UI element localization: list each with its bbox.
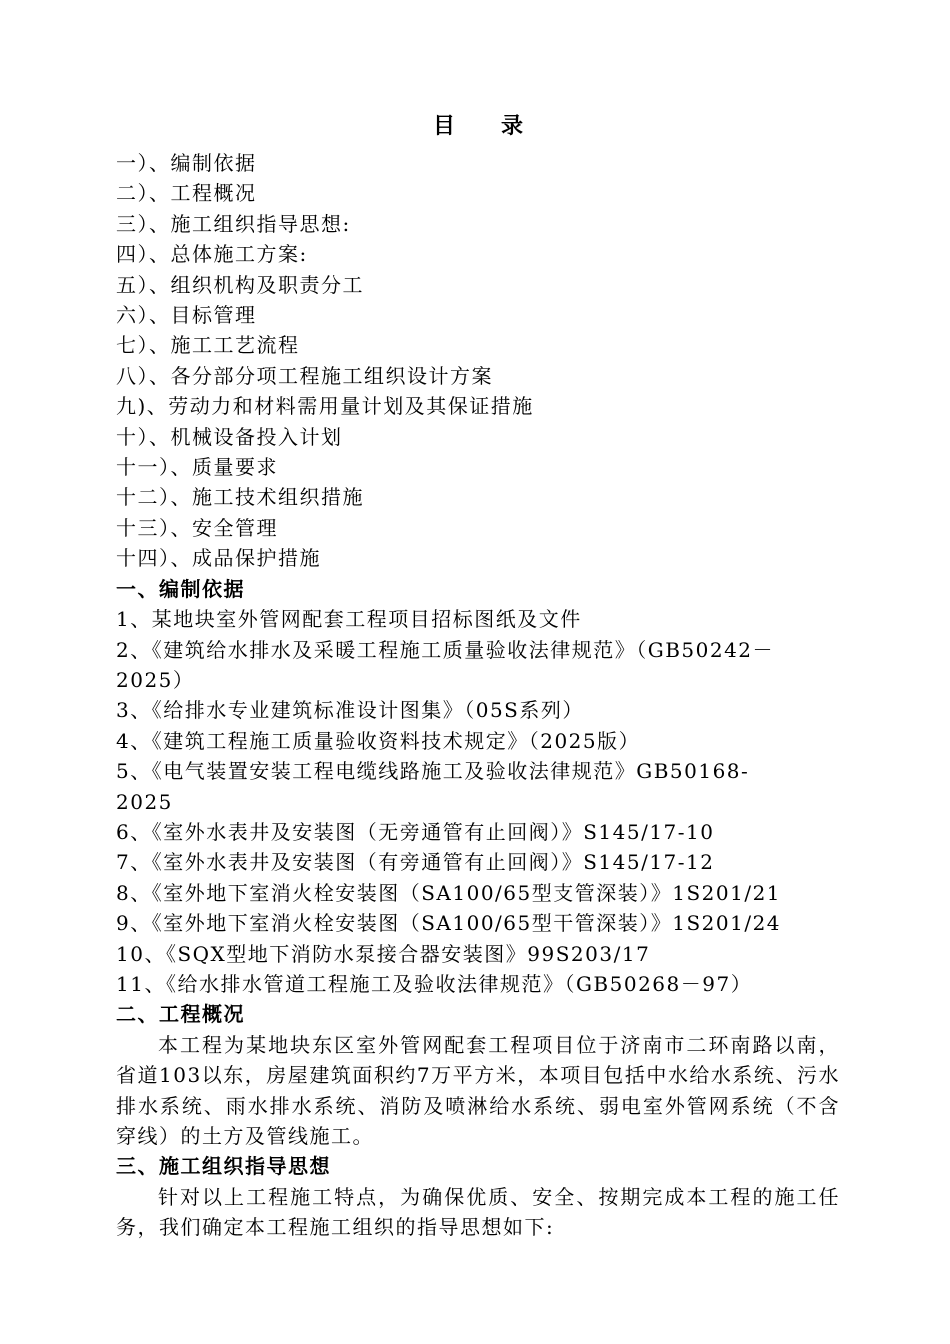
- basis-item-continuation: 2025）: [116, 667, 195, 692]
- toc-item: 八）、各分部分项工程施工组织设计方案: [116, 363, 493, 388]
- toc-title-char-2: 录: [501, 113, 524, 139]
- toc-title-char-1: 目: [432, 113, 455, 139]
- basis-item: 2、《建筑给水排水及采暖工程施工质量验收法律规范》（GB50242－: [116, 637, 775, 662]
- toc-item: 九)、劳动力和材料需用量计划及其保证措施: [116, 394, 534, 419]
- basis-item: 9、《室外地下室消火栓安装图（SA100/65型干管深装）》1S201/24: [116, 911, 782, 936]
- toc-list: [116, 148, 840, 574]
- basis-item: 10、《SQX型地下消防水泵接合器安装图》99S203/17: [116, 941, 651, 966]
- section-heading-overview: 二、工程概况: [116, 1002, 245, 1027]
- section-heading-basis: 一、编制依据: [116, 576, 245, 601]
- toc-item: 十四）、成品保护措施: [116, 546, 321, 571]
- basis-list: [116, 604, 840, 999]
- basis-item: 11、《给水排水管道工程施工及验收法律规范》（GB50268－97）: [116, 971, 753, 996]
- section-heading-guiding-thought: 三、施工组织指导思想: [116, 1154, 331, 1179]
- toc-title: [116, 108, 840, 144]
- basis-item: 1、某地块室外管网配套工程项目招标图纸及文件: [116, 607, 582, 632]
- guiding-thought-paragraph: 针对以上工程施工特点，为确保优质、安全、按期完成本工程的施工任务，我们确定本工程施工组织的指导思想如下:: [116, 1184, 840, 1240]
- toc-item: 七）、施工工艺流程: [116, 333, 300, 358]
- toc-item: 一）、编制依据: [116, 151, 257, 175]
- basis-item: 5、《电气装置安装工程电缆线路施工及验收法律规范》GB50168-: [116, 759, 750, 784]
- toc-item: 十三）、安全管理: [116, 515, 278, 540]
- toc-item: 十二）、施工技术组织措施: [116, 485, 364, 510]
- toc-item: 二）、工程概况: [116, 181, 257, 206]
- toc-item: 五）、组织机构及职责分工: [116, 272, 364, 297]
- basis-item: 4、《建筑工程施工质量验收资料技术规定》（2025版）: [116, 728, 641, 753]
- toc-item: 十一）、质量要求: [116, 455, 278, 480]
- toc-item: 六）、目标管理: [116, 303, 257, 328]
- basis-item: 3、《给排水专业建筑标准设计图集》（05S系列）: [116, 698, 584, 723]
- basis-item: 8、《室外地下室消火栓安装图（SA100/65型支管深装）》1S201/21: [116, 880, 782, 905]
- basis-item-continuation: 2025: [116, 789, 173, 814]
- basis-item: 6、《室外水表井及安装图（无旁通管有止回阀）》S145/17-10: [116, 819, 715, 844]
- overview-paragraph: 本工程为某地块东区室外管网配套工程项目位于济南市二环南路以南，省道103以东，房屋建筑面积约7万平方米，本项目包括中水给水系统、污水排水系统、雨水排水系统、消防及喷淋给水系统、弱电室外管网系统（不含穿线）的土方及管线施工。: [116, 1032, 840, 1148]
- basis-item: 7、《室外水表井及安装图（有旁通管有止回阀）》S145/17-12: [116, 850, 715, 875]
- toc-item: 十）、机械设备投入计划: [116, 424, 343, 449]
- toc-item: 三）、施工组织指导思想:: [116, 211, 351, 236]
- toc-item: 四）、总体施工方案:: [116, 242, 308, 267]
